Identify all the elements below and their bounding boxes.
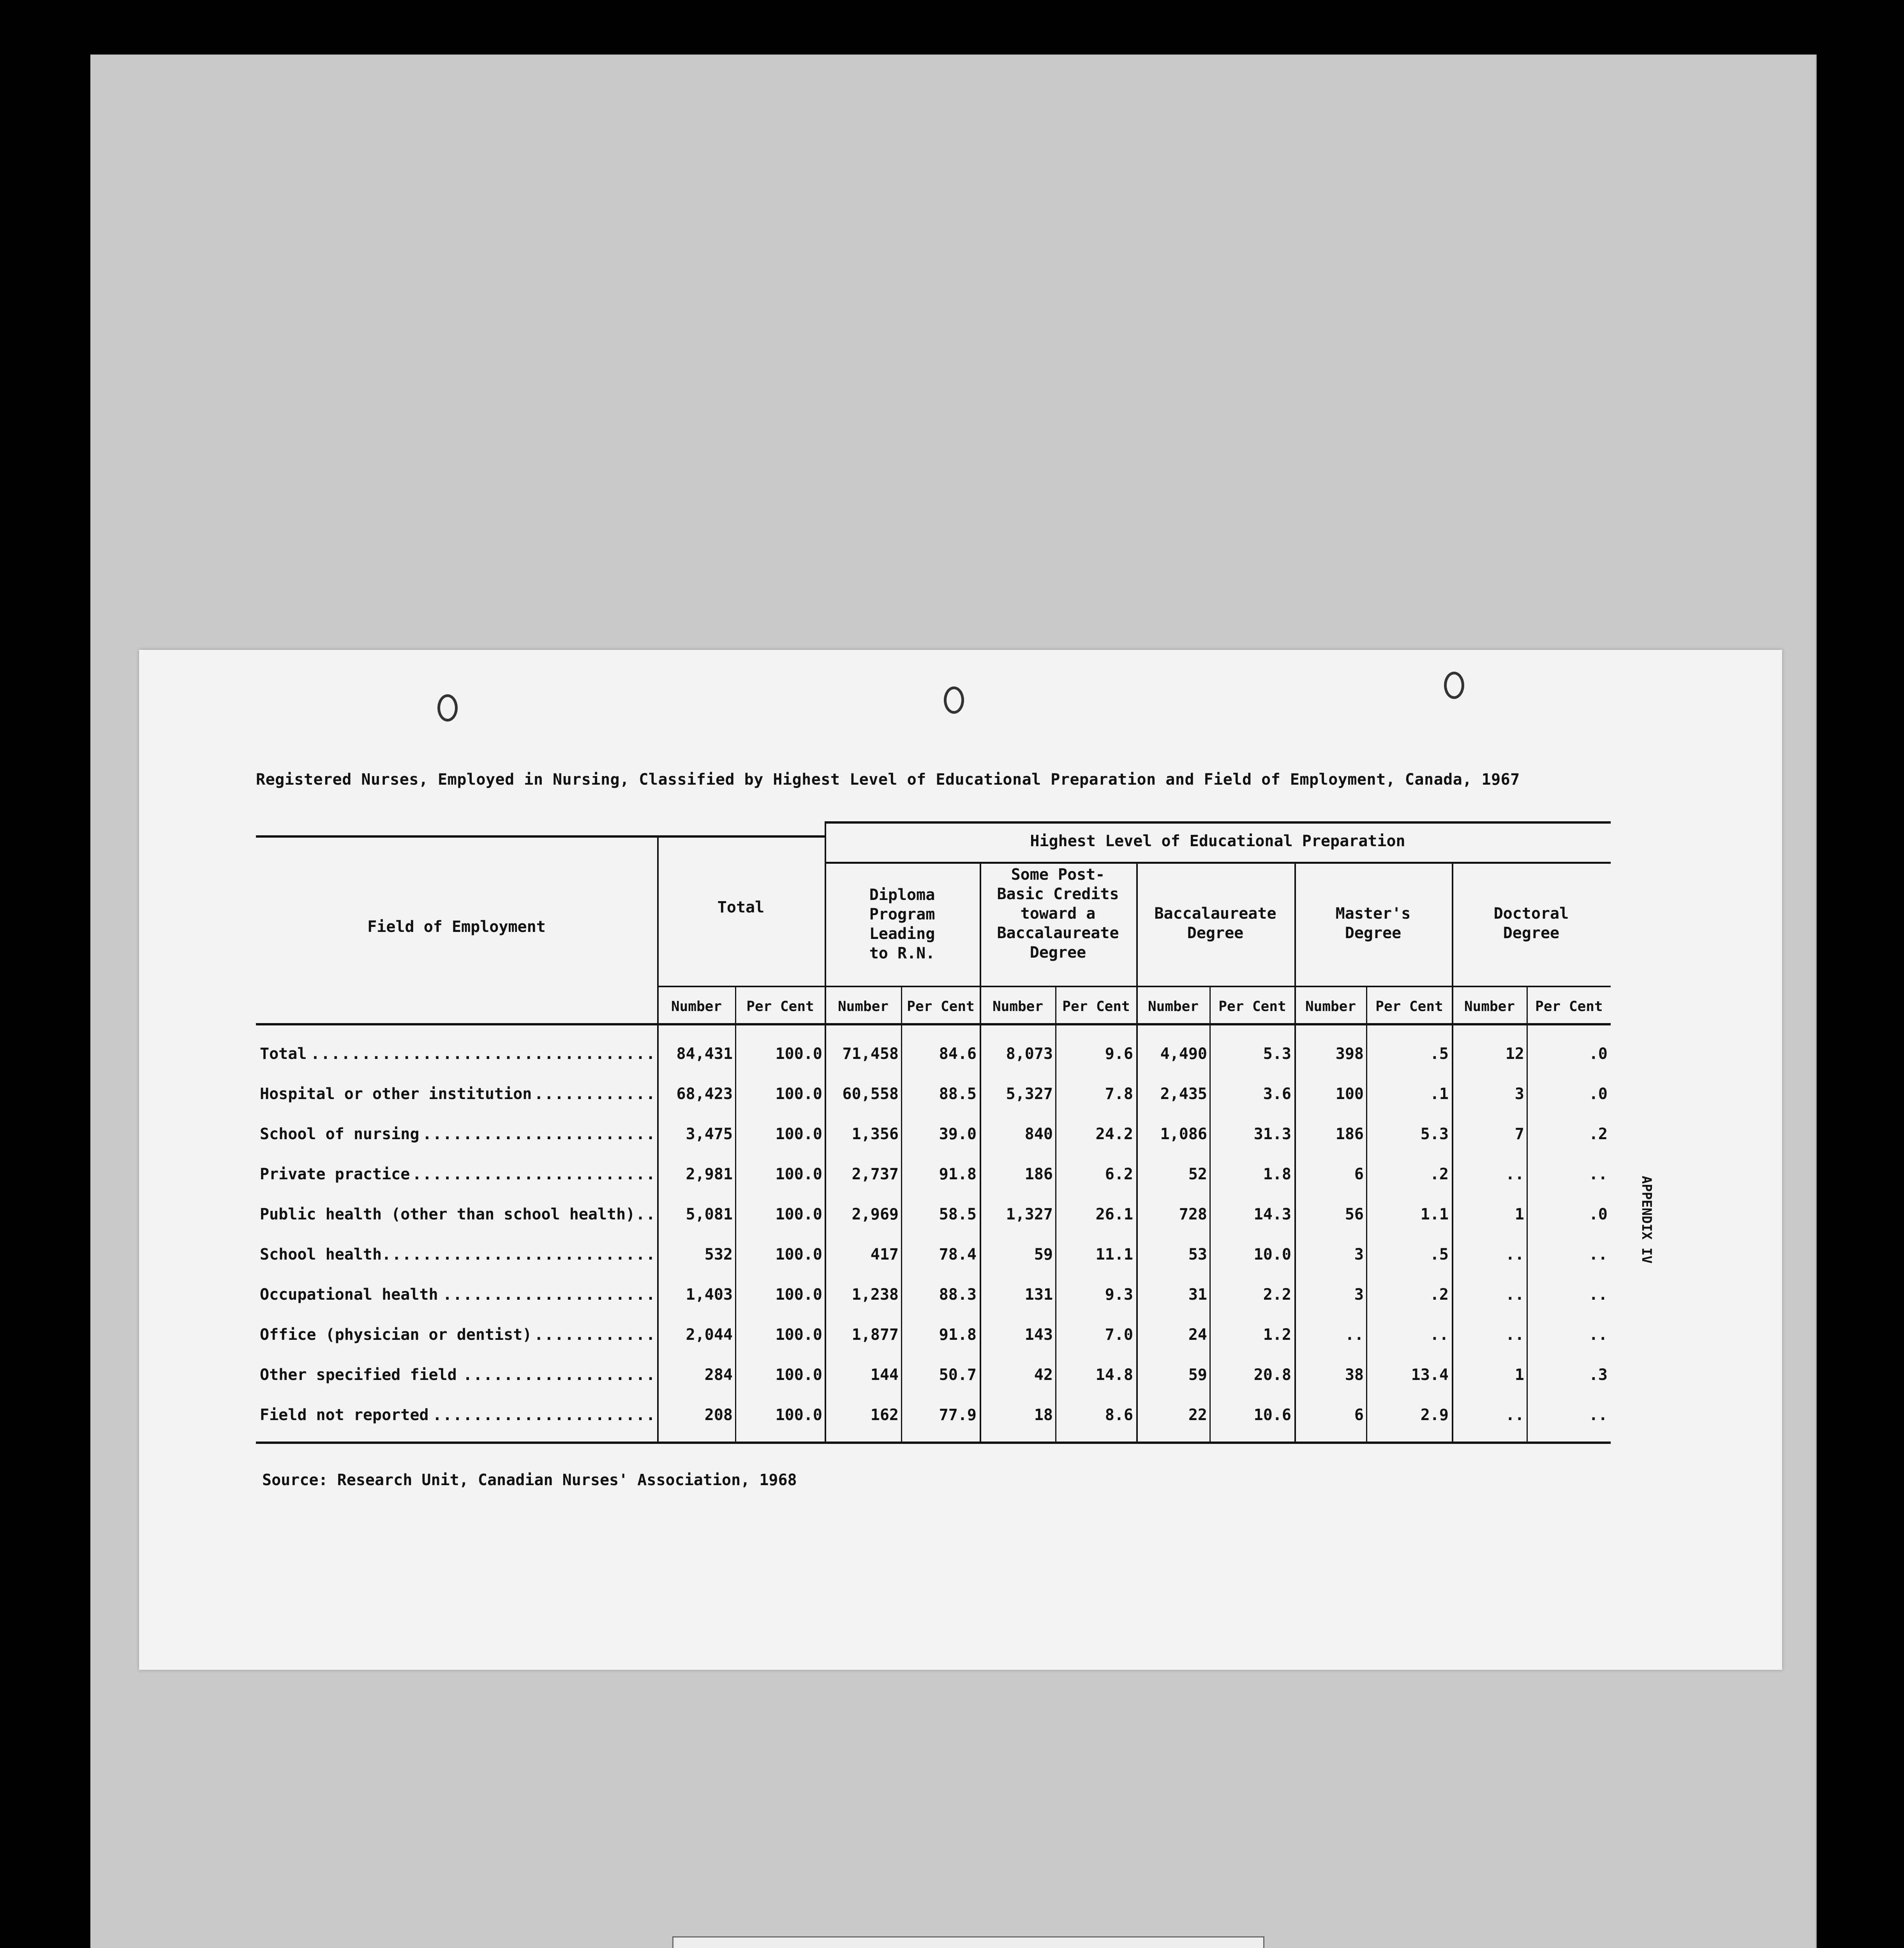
diploma-header: Diploma Program Leading to R.N. xyxy=(869,886,935,962)
table-cell: .5 xyxy=(1430,1045,1449,1063)
number-subheader: Number xyxy=(1464,999,1515,1015)
table-cell: 6 xyxy=(1354,1165,1364,1183)
table-cell: 24.2 xyxy=(1095,1125,1133,1143)
masters-header: Master's Degree xyxy=(1335,905,1411,942)
table-cell: .. xyxy=(1430,1326,1449,1344)
row-label xyxy=(260,1326,657,1344)
number-subheader: Number xyxy=(671,999,722,1015)
row-label-text: Occupational health xyxy=(260,1286,441,1304)
table-cell: 2,969 xyxy=(852,1205,899,1223)
table-cell: 53 xyxy=(1188,1246,1207,1263)
table-cell: .. xyxy=(1505,1246,1524,1263)
table-cell: 3 xyxy=(1514,1085,1524,1103)
table-cell: .3 xyxy=(1588,1366,1608,1384)
per-cent-subheader: Per Cent xyxy=(1535,999,1603,1015)
table-cell: 77.9 xyxy=(939,1406,977,1424)
table-cell: 20.8 xyxy=(1253,1366,1291,1384)
table-cell: .. xyxy=(1588,1406,1608,1424)
table-cell: 58.5 xyxy=(939,1205,977,1223)
table-cell: 143 xyxy=(1024,1326,1053,1344)
punch-hole-icon xyxy=(1444,672,1464,699)
punch-hole-icon xyxy=(437,694,458,722)
table-cell: 7.0 xyxy=(1105,1326,1133,1344)
table-cell: 2,981 xyxy=(686,1165,733,1183)
table-cell: 1 xyxy=(1514,1205,1524,1223)
table-cell: .2 xyxy=(1430,1286,1449,1304)
table-row xyxy=(139,1320,1782,1352)
number-subheader: Number xyxy=(992,999,1044,1015)
table-cell: 100.0 xyxy=(775,1286,822,1304)
table-cell: 100.0 xyxy=(775,1085,822,1103)
table-row xyxy=(139,1160,1782,1191)
table-cell: 1.8 xyxy=(1263,1165,1291,1183)
table-cell: 68,423 xyxy=(676,1085,733,1103)
table-row xyxy=(139,1120,1782,1151)
row-label-text: Field not reported xyxy=(260,1406,431,1424)
table-cell: 144 xyxy=(870,1366,899,1384)
appendix-label: APPENDIX IV xyxy=(1639,1176,1654,1264)
table-cell: 100.0 xyxy=(775,1165,822,1183)
table-cell: .0 xyxy=(1588,1205,1608,1223)
table-cell: 840 xyxy=(1024,1125,1053,1143)
doctoral-header: Doctoral Degree xyxy=(1493,905,1569,942)
table-cell: .. xyxy=(1505,1406,1524,1424)
per-cent-subheader: Per Cent xyxy=(1375,999,1443,1015)
number-subheader: Number xyxy=(1305,999,1356,1015)
table-cell: 31.3 xyxy=(1253,1125,1291,1143)
per-cent-subheader: Per Cent xyxy=(746,999,814,1015)
table-cell: 100.0 xyxy=(775,1366,822,1384)
table-cell: 10.6 xyxy=(1253,1406,1291,1424)
row-label-text: Other specified field xyxy=(260,1366,459,1384)
table-cell: 10.0 xyxy=(1253,1246,1291,1263)
number-subheader: Number xyxy=(837,999,889,1015)
table-cell: 3,475 xyxy=(686,1125,733,1143)
total-header: Total xyxy=(717,898,765,916)
table-cell: 56 xyxy=(1345,1205,1364,1223)
table-title: Registered Nurses, Employed in Nursing, Classified by Highest Level of Educational Preparation and Field of Employment, Canada, 1967 xyxy=(256,771,1520,789)
table-cell: 5,327 xyxy=(1006,1085,1053,1103)
table-cell: 59 xyxy=(1034,1246,1053,1263)
table-cell: 9.3 xyxy=(1105,1286,1133,1304)
table-cell: 8,073 xyxy=(1006,1045,1053,1063)
table-cell: .. xyxy=(1505,1286,1524,1304)
table-cell: 91.8 xyxy=(939,1326,977,1344)
row-label-text: School health xyxy=(260,1246,384,1263)
table-cell: 100.0 xyxy=(775,1406,822,1424)
column-divider xyxy=(1294,863,1296,1443)
table-cell: 4,490 xyxy=(1160,1045,1207,1063)
table-cell: 84.6 xyxy=(939,1045,977,1063)
table-cell: .. xyxy=(1588,1286,1608,1304)
table-cell: 5,081 xyxy=(686,1205,733,1223)
table-cell: 1,403 xyxy=(686,1286,733,1304)
table-cell: 22 xyxy=(1188,1406,1207,1424)
row-label xyxy=(260,1085,657,1103)
per-cent-subheader: Per Cent xyxy=(1218,999,1286,1015)
table-cell: 131 xyxy=(1024,1286,1053,1304)
table-cell: 1,238 xyxy=(852,1286,899,1304)
row-label-text: Private practice xyxy=(260,1165,412,1183)
table-cell: .2 xyxy=(1430,1165,1449,1183)
table-cell: 88.3 xyxy=(939,1286,977,1304)
table-cell: 186 xyxy=(1024,1165,1053,1183)
table-cell: 100.0 xyxy=(775,1045,822,1063)
table-cell: .. xyxy=(1505,1326,1524,1344)
source-note: Source: Research Unit, Canadian Nurses' Association, 1968 xyxy=(262,1471,797,1489)
table-cell: 1,877 xyxy=(852,1326,899,1344)
table-cell: 6.2 xyxy=(1105,1165,1133,1183)
group-top-rule xyxy=(825,821,1611,824)
table-cell: 78.4 xyxy=(939,1246,977,1263)
backing-edge-shadow xyxy=(1816,55,1817,1948)
row-label xyxy=(260,1286,657,1304)
header-bottom-rule xyxy=(256,1023,1611,1025)
table-cell: 5.3 xyxy=(1263,1045,1291,1063)
table-cell: 5.3 xyxy=(1420,1125,1449,1143)
row-label-text: Total xyxy=(260,1045,309,1063)
baccalaureate-header: Baccalaureate Degree xyxy=(1154,905,1276,942)
table-cell: 186 xyxy=(1335,1125,1364,1143)
post-basic-header: Some Post- Basic Credits toward a Baccalaureate Degree xyxy=(997,866,1119,962)
table-cell: 398 xyxy=(1335,1045,1364,1063)
table-cell: .. xyxy=(1588,1326,1608,1344)
table-row xyxy=(139,1080,1782,1111)
row-label xyxy=(260,1406,657,1424)
table-cell: 417 xyxy=(870,1246,899,1263)
table-cell: 13.4 xyxy=(1411,1366,1449,1384)
punch-hole-icon xyxy=(944,686,964,714)
table-cell: 2,044 xyxy=(686,1326,733,1344)
table-cell: 100.0 xyxy=(775,1205,822,1223)
table-cell: .. xyxy=(1505,1165,1524,1183)
row-label xyxy=(260,1366,657,1384)
table-cell: 59 xyxy=(1188,1366,1207,1384)
table-cell: 1.1 xyxy=(1420,1205,1449,1223)
subheader-rule xyxy=(657,986,1611,987)
group-divider-rule xyxy=(825,862,1611,864)
table-cell: 2,737 xyxy=(852,1165,899,1183)
table-cell: 7.8 xyxy=(1105,1085,1133,1103)
table-cell: 208 xyxy=(704,1406,733,1424)
table-cell: 2.9 xyxy=(1420,1406,1449,1424)
row-label-text: Hospital or other institution xyxy=(260,1085,534,1103)
table-cell: 84,431 xyxy=(676,1045,733,1063)
row-label-text: School of nursing xyxy=(260,1125,421,1143)
table-row xyxy=(139,1401,1782,1432)
table-cell: 60,558 xyxy=(842,1085,899,1103)
table-cell: 284 xyxy=(704,1366,733,1384)
table-cell: 100 xyxy=(1335,1085,1364,1103)
table-cell: 2.2 xyxy=(1263,1286,1291,1304)
table-cell: 8.6 xyxy=(1105,1406,1133,1424)
row-label xyxy=(260,1045,657,1063)
table-cell: 100.0 xyxy=(775,1326,822,1344)
table-cell: 91.8 xyxy=(939,1165,977,1183)
table-cell: .0 xyxy=(1588,1045,1608,1063)
table-cell: 52 xyxy=(1188,1165,1207,1183)
table-row xyxy=(139,1200,1782,1231)
table-cell: 9.6 xyxy=(1105,1045,1133,1063)
table-cell: 26.1 xyxy=(1095,1205,1133,1223)
table-cell: .2 xyxy=(1588,1125,1608,1143)
row-label xyxy=(260,1246,657,1263)
row-label xyxy=(260,1205,657,1223)
row-label-text: Office (physician or dentist) xyxy=(260,1326,534,1344)
number-subheader: Number xyxy=(1148,999,1199,1015)
table-cell: 39.0 xyxy=(939,1125,977,1143)
table-cell: 728 xyxy=(1179,1205,1207,1223)
table-cell: 1 xyxy=(1514,1366,1524,1384)
per-cent-subheader: Per Cent xyxy=(907,999,975,1015)
table-cell: 38 xyxy=(1345,1366,1364,1384)
table-row xyxy=(139,1360,1782,1392)
row-label xyxy=(260,1165,657,1183)
table-cell: .5 xyxy=(1430,1246,1449,1263)
document-page xyxy=(139,650,1782,1670)
column-divider xyxy=(1136,863,1138,1443)
per-cent-subheader: Per Cent xyxy=(1062,999,1130,1015)
table-cell: 42 xyxy=(1034,1366,1053,1384)
table-row xyxy=(139,1039,1782,1071)
education-group-header: Highest Level of Educational Preparation xyxy=(1030,832,1405,850)
archive-reference-label xyxy=(672,1936,1264,1948)
table-cell: 11.1 xyxy=(1095,1246,1133,1263)
table-cell: 3 xyxy=(1354,1246,1364,1263)
table-cell: 100.0 xyxy=(775,1246,822,1263)
table-cell: 1.2 xyxy=(1263,1326,1291,1344)
table-cell: 2,435 xyxy=(1160,1085,1207,1103)
table-cell: 18 xyxy=(1034,1406,1053,1424)
table-cell: 6 xyxy=(1354,1406,1364,1424)
table-cell: 71,458 xyxy=(842,1045,899,1063)
table-cell: 100.0 xyxy=(775,1125,822,1143)
table-cell: .0 xyxy=(1588,1085,1608,1103)
table-cell: 24 xyxy=(1188,1326,1207,1344)
table-cell: 1,086 xyxy=(1160,1125,1207,1143)
table-bottom-rule xyxy=(256,1442,1611,1444)
table-cell: 162 xyxy=(870,1406,899,1424)
table-cell: .1 xyxy=(1430,1085,1449,1103)
table-cell: .. xyxy=(1345,1326,1364,1344)
table-row xyxy=(139,1280,1782,1311)
table-cell: 88.5 xyxy=(939,1085,977,1103)
table-cell: 3 xyxy=(1354,1286,1364,1304)
field-of-employment-header: Field of Employment xyxy=(367,918,546,936)
table-cell: 14.8 xyxy=(1095,1366,1133,1384)
table-cell: .. xyxy=(1588,1246,1608,1263)
table-cell: 7 xyxy=(1514,1125,1524,1143)
table-row xyxy=(139,1240,1782,1271)
table-cell: 31 xyxy=(1188,1286,1207,1304)
column-divider xyxy=(1452,863,1453,1443)
table-cell: 50.7 xyxy=(939,1366,977,1384)
table-cell: 1,356 xyxy=(852,1125,899,1143)
row-label-text: Public health (other than school health) xyxy=(260,1205,637,1223)
table-cell: 3.6 xyxy=(1263,1085,1291,1103)
table-top-rule xyxy=(256,835,825,838)
row-label xyxy=(260,1125,657,1143)
table-cell: 1,327 xyxy=(1006,1205,1053,1223)
table-cell: 12 xyxy=(1505,1045,1524,1063)
table-cell: 532 xyxy=(704,1246,733,1263)
table-cell: .. xyxy=(1588,1165,1608,1183)
table-cell: 14.3 xyxy=(1253,1205,1291,1223)
